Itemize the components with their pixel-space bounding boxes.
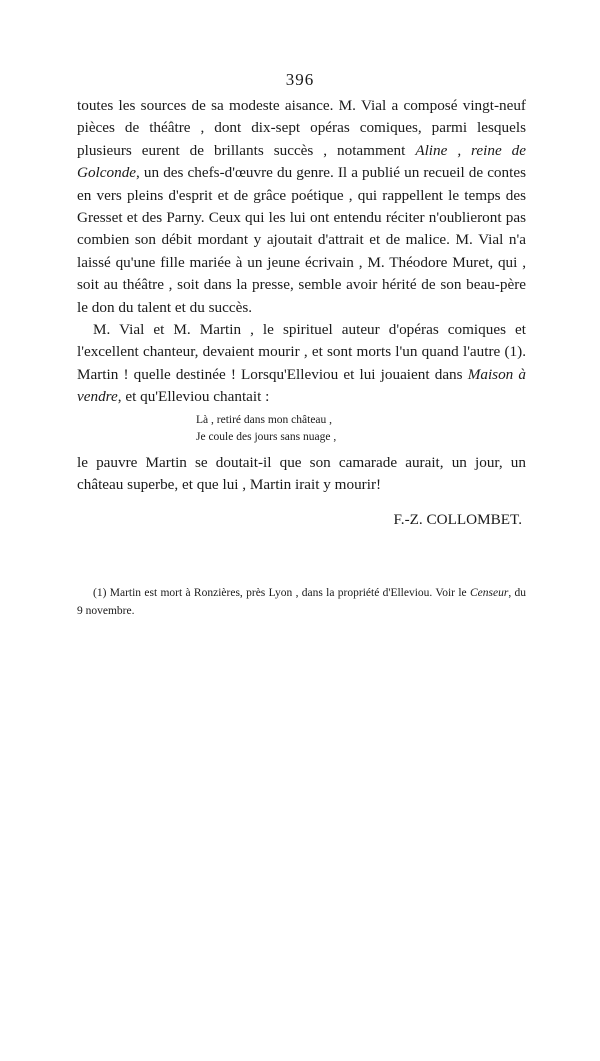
page-number: 396 xyxy=(285,70,315,89)
paragraph-conclusion: le pauvre Martin se doutait-il que son camarade aurait, un jour, un château superbe, et que lui , Martin irait y mourir! xyxy=(77,453,526,494)
opera-title-aline: Aline , reine de Golconde xyxy=(77,141,526,182)
main-text xyxy=(77,95,526,531)
footnote-text-a: (1) Martin est mort à Ronzières, près Lyon , dans la propriété d'Elleviou. Voir le xyxy=(93,587,470,599)
footnote xyxy=(77,584,526,620)
footnote-text-b: , du 9 novembre. xyxy=(77,587,527,617)
signature-initials: F.-Z. C xyxy=(393,510,437,528)
opera-title-maison: Maison à vendre xyxy=(77,365,526,406)
paragraph-martin xyxy=(77,319,526,409)
paragraph-vial xyxy=(77,95,526,319)
verse-quote xyxy=(77,412,526,446)
signature-surname: OLLOMBET. xyxy=(436,510,522,528)
footnote-journal-title: Censeur xyxy=(469,587,509,599)
paragraph-martin-text-a: M. Vial et M. Martin , le spirituel auteur d'opéras comiques et l'excellent chanteur, devaient mourir , et sont morts l'un quand l'autre (1). Martin ! quelle destinée ! Lorsqu'Elleviou et lui jouaient dans xyxy=(77,321,526,383)
verse-line-1: Là , retiré dans mon château , xyxy=(196,413,333,426)
paragraph-vial-text-a: toutes les sources de sa modeste aisance. M. Vial a composé vingt-neuf pièces de théâtre , dont dix-sept opéras comiques, parmi lesquels plusieurs eurent de brillants succès , notamment xyxy=(77,97,526,159)
verse-line-2: Je coule des jours sans nuage , xyxy=(196,430,337,443)
paragraph-martin-text-b: , et qu'Elleviou chantait : xyxy=(117,388,270,406)
footnote-text xyxy=(77,584,526,620)
author-signature xyxy=(77,509,526,531)
paragraph-vial-text-b: , un des chefs-d'œuvre du genre. Il a publié un recueil de contes en vers pleins d'esprit et de grâce poétique , qui rappellent le temps des Gresset et des Parny. Ceux qui les lui ont entendu réciter n'oublieront pas combien son débit mordant y ajoutait d'attrait et de malice. M. Vial n'a laissé qu'une fille mariée à un jeune écrivain , M. Théodore Muret, qui , soit au théâtre , soit dans la presse, semble avoir hérité de son beau-père le don du talent et du succès. xyxy=(77,164,526,316)
